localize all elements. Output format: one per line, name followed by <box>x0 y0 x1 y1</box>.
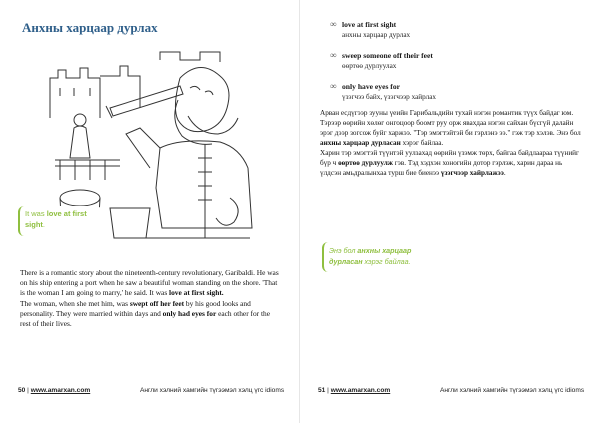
idiom-mongolian: анхны харцаар дурлах <box>342 31 411 39</box>
site-link[interactable]: www.amarxan.com <box>330 387 391 394</box>
idiom-english: love at first sight <box>342 20 397 29</box>
story-english <box>20 268 282 329</box>
idiom-highlight: өөртөө дурлуулж <box>338 159 393 167</box>
page-number: 51 <box>318 387 326 394</box>
text: There is a romantic story about the nineteenth-century revolutionary, Garibaldi. He was on his ship entering a port when he saw a beautiful woman standing on the shore. 'That is the woman I am going to marry,' he said. It was <box>20 268 279 298</box>
quote-callout <box>322 242 422 272</box>
page-footer <box>18 387 90 394</box>
paragraph-1 <box>20 268 282 299</box>
infinity-icon: ∞ <box>330 81 337 91</box>
idiom-highlight: swept off her feet <box>129 298 185 308</box>
idiom-highlight: үзэгчээр хайрлажээ <box>440 169 504 177</box>
callout-text-post: хэрэг байлаа. <box>362 257 411 266</box>
callout-idiom: анхны харцаар дурласан <box>329 246 412 266</box>
idiom-english: only have eyes for <box>342 82 400 91</box>
infinity-icon: ∞ <box>330 50 337 60</box>
text: The woman, when she met him, was <box>20 298 130 308</box>
text: хэрэг байлаа. <box>400 139 444 147</box>
story-mongolian <box>320 108 582 178</box>
callout-text-pre: Энэ бол <box>329 246 358 255</box>
quote-callout <box>18 206 102 236</box>
paragraph-2 <box>20 299 282 330</box>
site-link[interactable]: www.amarxan.com <box>30 387 91 394</box>
idiom-highlight: love at first sight. <box>169 288 224 298</box>
callout-text-post: . <box>42 220 46 229</box>
footer-separator: | <box>325 387 331 394</box>
idiom-item <box>330 82 580 102</box>
paragraph-1 <box>320 108 582 148</box>
idiom-item <box>330 20 580 40</box>
callout-idiom: love at first sight <box>25 209 87 229</box>
idiom-english: sweep someone off their feet <box>342 51 433 60</box>
right-page <box>300 0 600 423</box>
text: by his good looks and personality. They were married within days and <box>20 298 251 318</box>
footer-book-title: Англи хэлний хамгийн түгээмэл хэлц үгс idioms <box>140 387 285 394</box>
idiom-mongolian: үзэгчээ байх, үзэгчээр хайрлах <box>342 93 436 101</box>
page-number: 50 <box>18 387 26 394</box>
footer-separator: | <box>25 387 31 394</box>
text: . <box>503 169 506 177</box>
text: Харин тэр эмэгтэй түүнтэй уулзахад өөрийн үзэмж төрх, байгаа байдлаараа түүнийг бүр ч <box>320 149 579 167</box>
callout-text-pre: It was <box>25 209 47 218</box>
text: each other for the rest of their lives. <box>20 308 270 329</box>
page-footer <box>318 387 390 394</box>
text: Арван есдүгээр зууны үеийн Гарибальдийн тухай нэгэн романтик түүх байдаг юм. Тэрээр өөрийн хөлөг онгоцоор боомт руу орж явахдаа нэгэн сайхан бүсгүй далайн эрэг дээр зогсож буйг харжээ. "Тэр эмэгтэйтэй би гэрлэнэ ээ." гэж тэр хэлэв. Энэ бол <box>320 109 581 137</box>
paragraph-2 <box>320 148 582 178</box>
text: гэв. Тэд хэдхэн хоногийн дотор гэрлэж, харин дараа нь үлдсэн амьдралынхаа турш бие биенээ <box>320 159 563 177</box>
idiom-mongolian: өөртөө дурлуулах <box>342 62 397 70</box>
infinity-icon: ∞ <box>330 19 337 29</box>
idiom-item <box>330 51 580 71</box>
idiom-highlight: only had eyes for <box>162 308 217 318</box>
footer-book-title: Англи хэлний хамгийн түгээмэл хэлц үгс idioms <box>440 387 585 394</box>
page-title: Анхны харцаар дурлах <box>22 20 158 35</box>
idiom-list <box>330 20 580 113</box>
idiom-highlight: анхны харцаар дурласан <box>320 139 401 147</box>
